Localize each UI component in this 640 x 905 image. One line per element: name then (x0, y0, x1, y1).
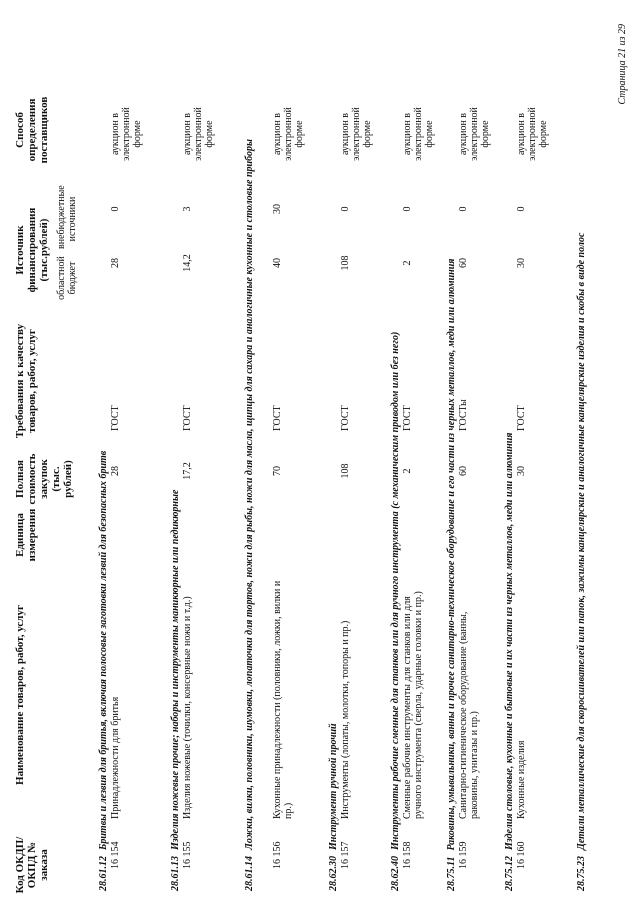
header-funding-regional: областной бюджет (56, 256, 78, 300)
section-code: 28.62.30 (328, 856, 339, 891)
item-extra: 0 (402, 206, 413, 212)
section-code: 28.61.13 (170, 856, 181, 891)
item-quality: ГОСТ (272, 405, 283, 431)
header-cost: Полная стоимость закупок (тыс. рублей) (14, 453, 74, 505)
item-method: аукцион в электронной форме (516, 107, 549, 161)
item-method: аукцион в электронной форме (182, 107, 215, 161)
item-quality: ГОСТ (516, 405, 527, 431)
item-name: Изделия ножевые (точилки, консервные ножи и т.д.) (182, 596, 193, 819)
order-number: 16 159 (458, 841, 469, 869)
page-number: Страница 21 из 29 (617, 24, 628, 105)
item-regional: 30 (516, 258, 527, 268)
section-title: Изделия столовые, кухонные и бытовые и их части из черных металлов, меди или алюминия (504, 432, 515, 850)
header-funding: Источник финансирования (тыс.рублей) (14, 207, 50, 293)
item-extra: 3 (182, 206, 193, 212)
item-name: Сменные рабочие инструменты для станков или для ручного инструмента (сверла, ударные головки и пр.) (402, 591, 424, 819)
item-regional: 28 (110, 258, 121, 268)
section-heading (98, 31, 109, 891)
item-name: Санитарно-гигиеническое оборудование (ванны, раковины, унитазы и пр.) (458, 611, 480, 819)
item-regional: 2 (402, 260, 413, 266)
item-quality: ГОСТ (340, 405, 351, 431)
item-extra: 0 (340, 206, 351, 212)
item-extra: 0 (516, 206, 527, 212)
section-heading (504, 31, 515, 891)
section-code: 28.75.11 (446, 856, 457, 891)
order-number: 16 156 (272, 841, 283, 869)
order-number: 16 155 (182, 841, 193, 869)
item-quality: ГОСТы (458, 399, 469, 431)
section-heading (576, 31, 587, 891)
item-regional: 60 (458, 258, 469, 268)
order-number: 16 157 (340, 841, 351, 869)
item-cost: 70 (272, 466, 283, 476)
section-heading (244, 31, 255, 891)
header-method: Способ определения поставщиков (14, 96, 50, 164)
item-regional: 40 (272, 258, 283, 268)
section-code: 28.75.12 (504, 856, 515, 891)
section-code: 28.62.40 (390, 856, 401, 891)
header-code: Код ОКДП/ ОКПД № заказа (14, 836, 50, 894)
section-title: Детали металлические для скоросшивателей или папок, зажимы канцелярские и аналогичные канцелярские изделия и скобы в виде полос (576, 232, 587, 850)
section-code: 28.61.12 (98, 856, 109, 891)
item-name: Кухонные принадлежности (половники, ложки, вилки и пр.) (272, 580, 294, 819)
item-method: аукцион в электронной форме (402, 107, 435, 161)
item-method: аукцион в электронной форме (110, 107, 143, 161)
item-quality: ГОСТ (110, 405, 121, 431)
section-heading (328, 31, 339, 891)
section-title: Изделия ножевые прочие; наборы и инструменты маникюрные или педикюрные (170, 489, 181, 850)
item-method: аукцион в электронной форме (272, 107, 305, 161)
section-title: Ложки, вилки, половники, шумовки, лопаточки для тортов, ножи для рыбы, ножи для масла, щипцы для сахара и аналогичные кухонные и столовые приборы (244, 139, 255, 850)
item-cost: 2 (402, 468, 413, 474)
section-heading (390, 31, 401, 891)
order-number: 16 160 (516, 841, 527, 869)
item-quality: ГОСТ (402, 405, 413, 431)
header-unit: Единица измерения (14, 508, 38, 562)
item-cost: 108 (340, 463, 351, 479)
item-cost: 17,2 (182, 462, 193, 480)
header-quality: Требования к качеству товаров, работ, услуг (14, 323, 38, 439)
item-method: аукцион в электронной форме (340, 107, 373, 161)
item-cost: 60 (458, 466, 469, 476)
section-title: Раковины, умывальники, ванны и прочее санитарно-техническое оборудование и его части из черных металлов, меди или алюминия (446, 258, 457, 851)
section-heading (446, 31, 457, 891)
section-heading (170, 31, 181, 891)
section-code: 28.75.23 (576, 856, 587, 891)
item-method: аукцион в электронной форме (458, 107, 491, 161)
section-title: Инструмент ручной прочий (328, 723, 339, 850)
header-funding-extra: внебюджетные источники (56, 185, 78, 249)
section-code: 28.61.14 (244, 856, 255, 891)
item-extra: 30 (272, 204, 283, 214)
item-extra: 0 (110, 206, 121, 212)
item-name: Кухонные изделия (516, 740, 527, 819)
order-number: 16 158 (402, 841, 413, 869)
item-cost: 30 (516, 466, 527, 476)
item-name: Принадлежности для бритья (110, 696, 121, 819)
header-name: Наименование товаров, работ, услуг (14, 605, 26, 785)
item-cost: 28 (110, 466, 121, 476)
item-regional: 108 (340, 255, 351, 271)
section-title: Инструменты рабочие сменные для станков или для ручного инструмента (с механическим приводом или без него) (390, 331, 401, 850)
section-title: Бритвы и лезвия для бритья, включая полосовые заготовки лезвий для безопасных бритв (98, 450, 109, 850)
order-number: 16 154 (110, 841, 121, 869)
item-regional: 14,2 (182, 254, 193, 272)
item-quality: ГОСТ (182, 405, 193, 431)
item-name: Инструменты (лопаты, молотки, топоры и пр.) (340, 620, 351, 819)
item-extra: 0 (458, 206, 469, 212)
